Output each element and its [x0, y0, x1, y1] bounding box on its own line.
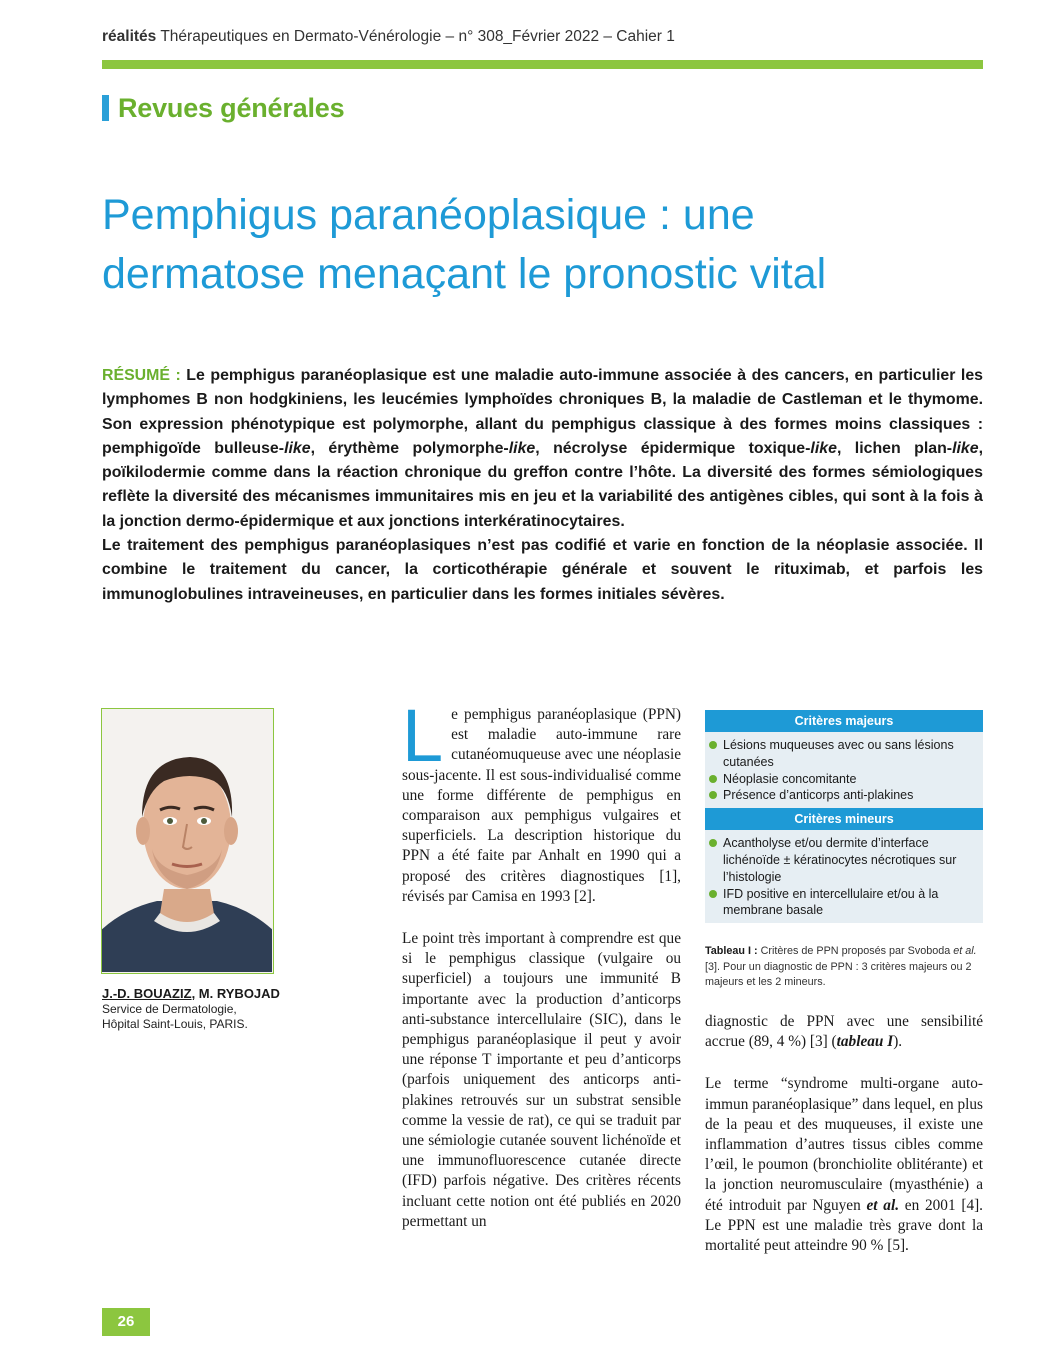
- bullet-icon: [709, 839, 717, 847]
- author-block: [102, 986, 280, 1032]
- abstract-text: , érythème polymorphe-: [310, 439, 509, 457]
- article-title-line1: Pemphigus paranéoplasique : une: [102, 191, 755, 239]
- author-names: [102, 986, 280, 1002]
- criterion-text: IFD positive en intercellulaire et/ou à la membrane basale: [723, 886, 939, 918]
- list-item: [705, 771, 983, 788]
- abstract-text: Le pemphigus paranéoplasique est une maladie auto-immune associée à des cancers, en particulier les lymphomes B non hodgkiniens, les leucémies lymphoïdes chroniques B, la maladie de Castleman et le thymome. Son expression phénotypique est polymorphe, allant du pemphigus classique à des formes moins classiques : pemphigoïde bulleuse-: [102, 367, 983, 457]
- criterion-text: Acantholyse et/ou dermite d’interface lichénoïde ± kératinocytes nécrotiques sur l’histologie: [723, 836, 957, 884]
- abstract-paragraph-2: Le traitement des pemphigus paranéoplasiques n’est pas codifié et varie en fonction de la néoplasie associée. Il combine le traitement du cancer, la corticothérapie générale et souvent le rituximab, et parfois les immunoglobulines intraveineuses, en particulier dans les formes initiales sévères.: [102, 537, 983, 603]
- body-text: e pemphigus paranéoplasique (PPN) est maladie auto-immune rare cutanéomuqueuse avec une néoplasie sous-jacente. Il est sous-individualisé comme une forme différente de pemphigus en comparaison aux pemphigus vulgaires et superficiels. La description historique du PPN a été faite par Anhalt en 1990 qui a proposé des critères diagnostiques [1], révisés par Camisa en 1993 [2].: [402, 706, 681, 905]
- list-item: [705, 886, 983, 920]
- abstract-label: RÉSUMÉ :: [102, 367, 181, 384]
- abstract-text: , nécrolyse épidermique toxique-: [535, 439, 811, 457]
- body-paragraph-1: [402, 694, 681, 907]
- body-text: Le terme “syndrome multi-organe auto-immun paranéoplasique” dans lequel, en plus de la peau et des muqueuses, il existe une inflammation d’autres tissus cibles comme l’œil, le poumon (bronchiolite oblitérante) et la jonction neuromusculaire (myasthénie) a été introduit par Nguyen: [705, 1075, 983, 1214]
- major-criteria-header: Critères majeurs: [705, 710, 983, 732]
- journal-issue: Thérapeutiques en Dermato-Vénérologie – n° 308_Février 2022 – Cahier 1: [156, 28, 675, 45]
- list-item: [705, 835, 983, 885]
- author-photo: [101, 708, 274, 974]
- table-caption: [705, 944, 983, 991]
- journal-name: réalités: [102, 28, 157, 45]
- list-item: [705, 737, 983, 771]
- abstract-text: , lichen plan-: [836, 439, 953, 457]
- bullet-icon: [709, 791, 717, 799]
- author-name-1: J.-D. BOUAZIZ: [102, 986, 192, 1001]
- body-paragraph-2: Le point très important à comprendre est que si le pemphigus classique (vulgaire ou superficiel) a toujours une immunité B importante avec la production d’anticorps anti-substance intercellulaire (SIC), dans le pemphigus paranéoplasique il peut y avoir une réponse T importante et peu d’anticorps (parfois uniquement des anticorps anti-plakines retrouvés sur un substrat sensible comme la vessie de rat), ce qui se traduit par une sémiologie cutanée souvent lichénoïde et une immunofluorescence cutanée directe (IFD) parfois négative. Des critères récents incluant cette notion ont été publiés en 2020 permettant un: [402, 930, 681, 1230]
- abstract-paragraph-1: [102, 364, 983, 534]
- drop-cap: L: [402, 694, 444, 777]
- minor-criteria-list: [705, 830, 983, 923]
- section-heading: [102, 92, 344, 124]
- body-text: en 2001 [4]. Le PPN est une maladie très grave dont la mortalité peut atteindre 90 % [5].: [705, 1196, 984, 1255]
- page-number: 26: [102, 1308, 150, 1336]
- body-paragraph-4: [705, 1074, 983, 1256]
- caption-text: Critères de PPN proposés par Svoboda: [757, 945, 954, 957]
- bullet-icon: [709, 775, 717, 783]
- article-title: [102, 186, 982, 304]
- bullet-icon: [709, 890, 717, 898]
- author-affiliation-2: Hôpital Saint-Louis, PARIS.: [102, 1017, 248, 1031]
- minor-criteria-header: Critères mineurs: [705, 808, 983, 830]
- criterion-text: Lésions muqueuses avec ou sans lésions cutanées: [723, 738, 954, 769]
- body-text: diagnostic de PPN avec une sensibilité accrue (89, 4 %) [3] (: [705, 1013, 983, 1051]
- section-marker: [102, 95, 109, 121]
- abstract-italic: like: [508, 439, 536, 457]
- body-column-middle: [402, 694, 681, 1232]
- author-separator: ,: [191, 986, 199, 1001]
- body-column-right: [705, 1012, 983, 1256]
- header-rule: [102, 60, 983, 69]
- caption-label: Tableau I :: [705, 945, 758, 957]
- abstract-text: , poïkilodermie comme dans la réaction chronique du greffon contre l’hôte. La diversité des formes sémiologiques reflète la diversité des mécanismes immunitaires mis en jeu et la variabilité des antigènes cibles, qui sont à la fois à la jonction dermo-épidermique et aux jonctions interkératinocytaires.: [102, 439, 984, 530]
- bullet-icon: [709, 741, 717, 749]
- article-title-line2: dermatose menaçant le pronostic vital: [102, 250, 827, 298]
- list-item: [705, 787, 983, 804]
- body-text: ).: [893, 1033, 903, 1051]
- criterion-text: Néoplasie concomitante: [723, 771, 857, 786]
- author-portrait-icon: [102, 709, 272, 972]
- table-reference-link[interactable]: tableau I: [836, 1033, 894, 1051]
- abstract-italic: like: [810, 439, 837, 457]
- caption-text: [3]. Pour un diagnostic de PPN : 3 critères majeurs ou 2 majeurs et les 2 mineurs.: [705, 960, 972, 988]
- section-title: Revues générales: [118, 92, 345, 123]
- abstract: [102, 364, 983, 607]
- criteria-table: [705, 710, 983, 923]
- abstract-italic: like: [284, 439, 311, 457]
- running-head: [102, 28, 675, 46]
- author-affiliation-1: Service de Dermatologie,: [102, 1002, 237, 1016]
- body-paragraph-3: [705, 1012, 983, 1052]
- criterion-text: Présence d’anticorps anti-plakines: [723, 788, 914, 803]
- caption-italic: et al.: [953, 945, 977, 957]
- author-name-2: M. RYBOJAD: [198, 986, 280, 1001]
- major-criteria-list: [705, 732, 983, 808]
- body-italic: et al.: [866, 1196, 900, 1214]
- abstract-italic: like: [952, 439, 979, 457]
